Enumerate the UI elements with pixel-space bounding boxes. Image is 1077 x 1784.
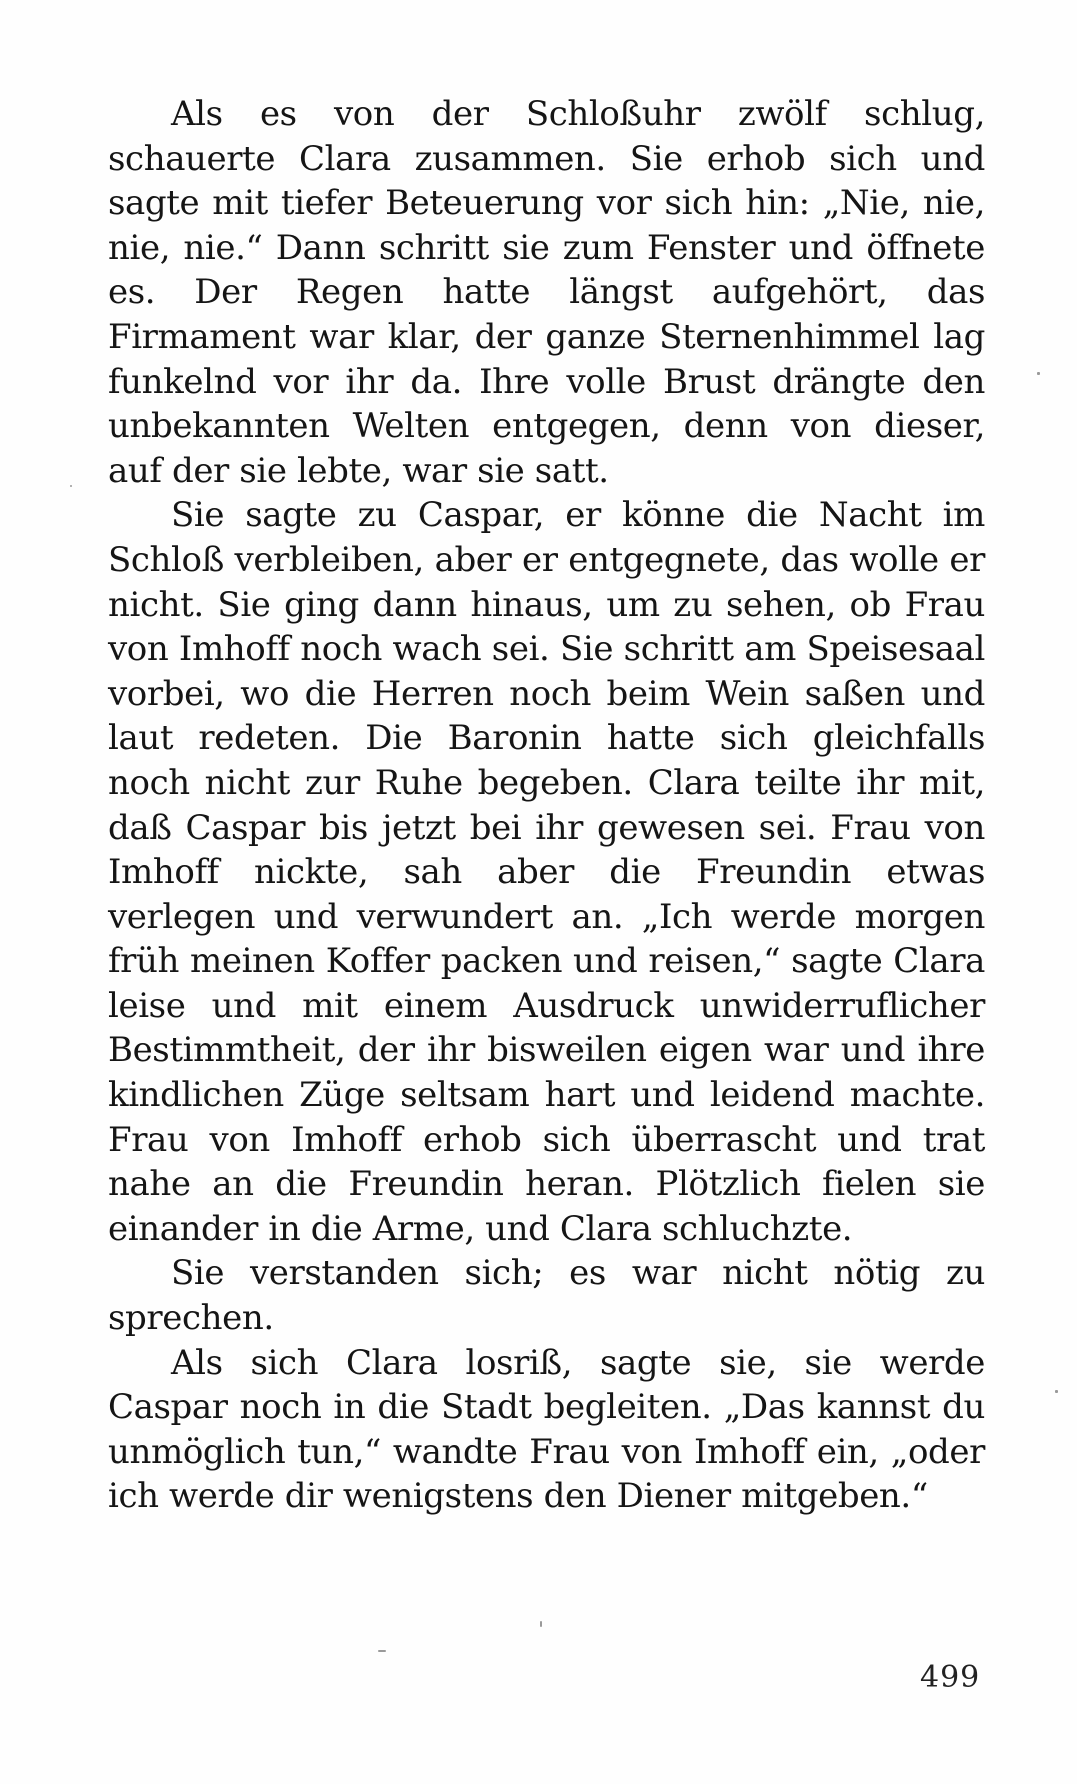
scan-speck <box>540 1621 542 1627</box>
scan-speck <box>70 485 72 487</box>
scan-speck <box>1037 372 1040 375</box>
page-number: 499 <box>920 1660 981 1695</box>
scan-speck <box>378 1650 386 1652</box>
paragraph-2: Sie sagte zu Caspar, er könne die Nacht im Schloß verbleiben, aber er entgegnete, das wolle er nicht. Sie ging dann hinaus, um zu sehen, ob Frau von Imhoff noch wach sei. Sie schritt am Speisesaal vorbei, wo die Herren noch beim Wein saßen und laut redeten. Die Baronin hatte sich gleichfalls noch nicht zur Ruhe begeben. Clara teilte ihr mit, daß Caspar bis jetzt bei ihr gewesen sei. Frau von Imhoff nickte, sah aber die Freundin etwas verlegen und verwundert an. „Ich werde morgen früh meinen Koffer packen und reisen,“ sagte Clara leise und mit einem Ausdruck unwiderruflicher Bestimmtheit, der ihr bisweilen eigen war und ihre kindlichen Züge seltsam hart und leidend machte. Frau von Imhoff erhob sich überrascht und trat nahe an die Freundin heran. Plötzlich fielen sie einander in die Arme, und Clara schluchzte. <box>108 495 985 1249</box>
scan-speck <box>1055 1390 1058 1393</box>
paragraph-1: Als es von der Schloßuhr zwölf schlug, schauerte Clara zusammen. Sie erhob sich und sagte mit tiefer Beteuerung vor sich hin: „Nie, nie, nie, nie.“ Dann schritt sie zum Fenster und öffnete es. Der Regen hatte längst aufgehört, das Firmament war klar, der ganze Sternenhimmel lag funkelnd vor ihr da. Ihre volle Brust drängte den unbekannten Welten entgegen, denn von dieser, auf der sie lebte, war sie satt. <box>108 94 985 491</box>
body-text <box>108 92 985 1519</box>
paragraph-4: Als sich Clara losriß, sagte sie, sie werde Caspar noch in die Stadt begleiten. „Das kannst du unmöglich tun,“ wandte Frau von Imhoff ein, „oder ich werde dir wenigstens den Diener mitgeben.“ <box>108 1342 985 1517</box>
paragraph-3: Sie verstanden sich; es war nicht nötig zu sprechen. <box>108 1253 985 1339</box>
